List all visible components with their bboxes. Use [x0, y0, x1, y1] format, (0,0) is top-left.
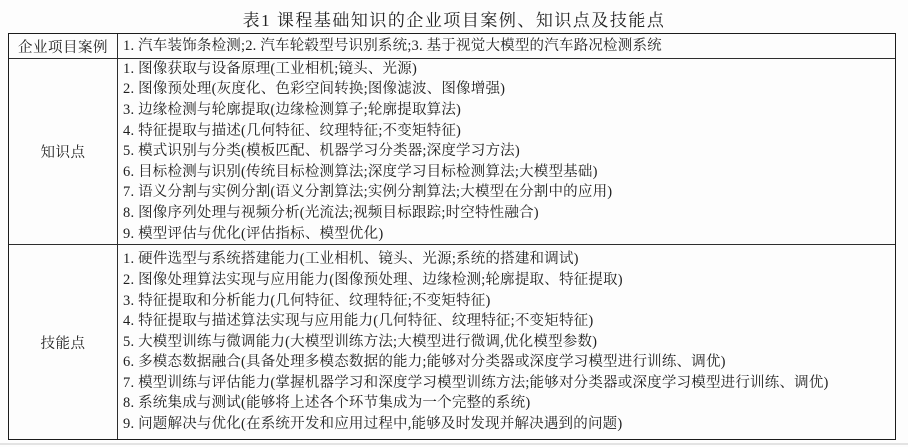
table-text-line: 7. 语义分割与实例分割(语义分割算法;实例分割算法;大模型在分割中的应用)	[123, 184, 613, 201]
knowledge-points-content	[118, 59, 895, 245]
row-header-project-cases: 企业项目案例	[9, 34, 118, 59]
table-text-line: 4. 特征提取与描述(几何特征、纹理特征;不变矩特征)	[123, 122, 462, 139]
table-text-line: 5. 模式识别与分类(模板匹配、机器学习分类器;深度学习方法)	[123, 143, 520, 160]
skill-points-content	[118, 245, 895, 439]
table-text-line: 8. 系统集成与测试(能够将上述各个环节集成为一个完整的系统)	[123, 395, 531, 412]
table-text-line: 4. 特征提取与描述算法实现与应用能力(几何特征、纹理特征;不变矩特征)	[123, 313, 594, 330]
table-text-line: 2. 图像预处理(灰度化、色彩空间转换;图像滤波、图像增强)	[123, 81, 506, 98]
table-text-line: 7. 模型训练与评估能力(掌握机器学习和深度学习模型训练方法;能够对分类器或深度学习模型进行训练、调优)	[123, 374, 829, 391]
table-text-line: 9. 模型评估与优化(评估指标、模型优化)	[123, 225, 384, 242]
table-caption: 表1 课程基础知识的企业项目案例、知识点及技能点	[242, 11, 666, 30]
table-text-line: 2. 图像处理算法实现与应用能力(图像预处理、边缘检测;轮廓提取、特征提取)	[123, 271, 623, 288]
page-bottom-rule	[0, 443, 908, 445]
row-header-knowledge-points: 知识点	[9, 59, 118, 245]
table-text-line: 3. 特征提取和分析能力(几何特征、纹理特征;不变矩特征)	[123, 292, 491, 309]
table-text-line: 6. 目标检测与识别(传统目标检测算法;深度学习目标检测算法;大模型基础)	[123, 163, 598, 180]
table-text-line: 1. 硬件选型与系统搭建能力(工业相机、镜头、光源;系统的搭建和调试)	[123, 251, 579, 268]
table-text-line: 1. 图像获取与设备原理(工业相机;镜头、光源)	[123, 60, 417, 77]
table-text-line: 9. 问题解决与优化(在系统开发和应用过程中,能够及时发现并解决遇到的问题)	[123, 416, 623, 433]
table-text-line: 8. 图像序列处理与视频分析(光流法;视频目标跟踪;时空特性融合)	[123, 204, 539, 221]
table-text-line: 6. 多模态数据融合(具备处理多模态数据的能力;能够对分类器或深度学习模型进行训练、调优)	[123, 354, 726, 371]
course-knowledge-table	[8, 33, 896, 440]
row-header-skill-points: 技能点	[9, 245, 118, 439]
table-text-line: 5. 大模型训练与微调能力(大模型训练方法;大模型进行微调,优化模型参数)	[123, 333, 598, 350]
project-cases-content	[118, 34, 895, 59]
table-text-line: 1. 汽车装饰条检测;2. 汽车轮毂型号识别系统;3. 基于视觉大模型的汽车路况检测系统	[123, 37, 662, 54]
table-text-line: 3. 边缘检测与轮廓提取(边缘检测算子;轮廓提取算法)	[123, 102, 462, 119]
